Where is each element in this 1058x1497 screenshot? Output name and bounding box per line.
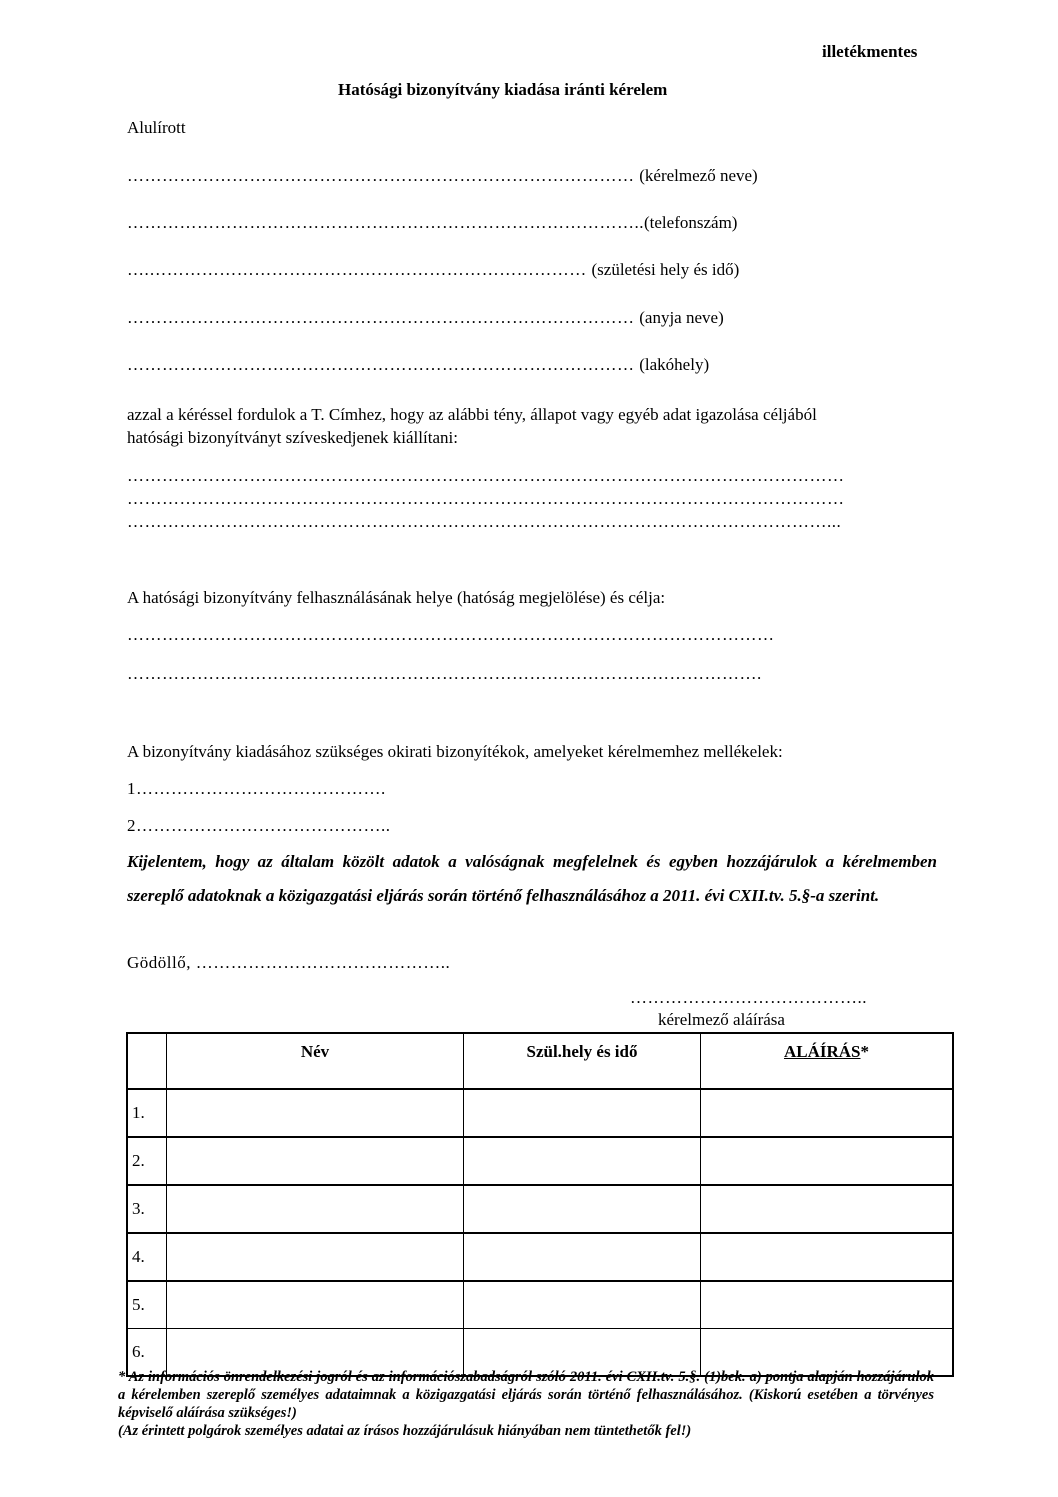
signature-line[interactable]: ………………………………….. bbox=[630, 988, 867, 1007]
field-label: (anyja neve) bbox=[639, 308, 724, 327]
birth-cell[interactable] bbox=[464, 1233, 701, 1281]
row-number: 2. bbox=[127, 1137, 167, 1185]
mother-name-field[interactable] bbox=[127, 308, 724, 328]
signature-cell[interactable] bbox=[701, 1233, 954, 1281]
signature-header-text: ALÁÍRÁS bbox=[783, 1042, 861, 1061]
row-number: 6. bbox=[127, 1329, 167, 1377]
document-title: Hatósági bizonyítvány kiadása iránti kérelem bbox=[338, 80, 668, 99]
fill-in-dots: …………………………………………………………………………… bbox=[127, 166, 640, 185]
applicant-name-field[interactable] bbox=[127, 166, 758, 186]
header-signature bbox=[701, 1033, 954, 1089]
fee-exempt-note: illetékmentes bbox=[822, 42, 918, 61]
residence-field[interactable] bbox=[127, 355, 709, 375]
fill-in-dots: ….………………………………………………………………… bbox=[127, 260, 592, 279]
table-row bbox=[127, 1137, 953, 1185]
phone-field[interactable] bbox=[127, 213, 737, 233]
fill-in-dots: …………………………………………………………………………… bbox=[127, 308, 640, 327]
request-text-line-2: hatósági bizonyítványt szíveskedjenek kiállítani: bbox=[127, 428, 458, 447]
field-label: (lakóhely) bbox=[639, 355, 710, 374]
request-blank-line[interactable]: …………………………………………………………………………………………………………… bbox=[127, 466, 845, 485]
persons-table bbox=[126, 1032, 954, 1377]
attachments-label: A bizonyítvány kiadásához szükséges okirati bizonyítékok, amelyeket kérelmemhez mellékelek: bbox=[127, 742, 783, 761]
name-cell[interactable] bbox=[167, 1233, 464, 1281]
row-number: 1. bbox=[127, 1089, 167, 1137]
row-number: 3. bbox=[127, 1185, 167, 1233]
attachment-item-2[interactable]: 2…………………………………….. bbox=[127, 816, 391, 835]
undersigned-label: Alulírott bbox=[127, 118, 186, 137]
table-row bbox=[127, 1185, 953, 1233]
signature-cell[interactable] bbox=[701, 1137, 954, 1185]
usage-label: A hatósági bizonyítvány felhasználásának helye (hatóság megjelölése) és célja: bbox=[127, 588, 666, 607]
request-blank-line[interactable]: …………………………………………………………………………………………………………… bbox=[127, 489, 845, 508]
birth-cell[interactable] bbox=[464, 1089, 701, 1137]
footnote-paragraph: * Az információs önrendelkezési jogról és az információszabadságról szóló 2011. évi CXII.tv. 5.§. (1)bek. a) pontja alapján hozzájárulok a kérelemben szereplő személyes adataimnak a közigazgatási eljárás során történő felhasználásához. (Kiskorú esetében a törvényes képviselő aláírása szükséges!) bbox=[118, 1369, 934, 1421]
birth-place-date-field[interactable] bbox=[127, 260, 739, 280]
attachment-item-1[interactable]: 1……………………………………. bbox=[127, 779, 386, 798]
header-number bbox=[127, 1033, 167, 1089]
footnote-note: (Az érintett polgárok személyes adatai az írásos hozzájárulásuk hiányában nem tüntethetők fel!) bbox=[118, 1423, 692, 1439]
signature-cell[interactable] bbox=[701, 1281, 954, 1329]
signature-cell[interactable] bbox=[701, 1089, 954, 1137]
usage-blank-line[interactable]: ………………………………………………………………………………………………. bbox=[127, 664, 762, 683]
birth-cell[interactable] bbox=[464, 1185, 701, 1233]
header-birth: Szül.hely és idő bbox=[464, 1033, 701, 1089]
table-row bbox=[127, 1233, 953, 1281]
name-cell[interactable] bbox=[167, 1137, 464, 1185]
name-cell[interactable] bbox=[167, 1185, 464, 1233]
birth-cell[interactable] bbox=[464, 1281, 701, 1329]
row-number: 4. bbox=[127, 1233, 167, 1281]
field-label: (kérelmező neve) bbox=[639, 166, 758, 185]
usage-blank-line[interactable]: ………………………………………………………………………………………………… bbox=[127, 625, 775, 644]
name-cell[interactable] bbox=[167, 1089, 464, 1137]
field-label: (születési hely és idő) bbox=[591, 260, 740, 279]
asterisk: * bbox=[860, 1042, 870, 1061]
fill-in-dots: …………………………………………………………………………….. bbox=[127, 213, 644, 232]
name-cell[interactable] bbox=[167, 1281, 464, 1329]
request-text-line-1: azzal a kéréssel fordulok a T. Címhez, hogy az alábbi tény, állapot vagy egyéb adat igazolása céljából bbox=[127, 405, 817, 424]
place-date-field[interactable]: Gödöllő, …………………………………….. bbox=[127, 953, 451, 972]
request-blank-line[interactable]: …………………………………………………………………………………………………………... bbox=[127, 512, 842, 531]
table-row bbox=[127, 1281, 953, 1329]
field-label: (telefonszám) bbox=[644, 213, 738, 232]
birth-cell[interactable] bbox=[464, 1137, 701, 1185]
fill-in-dots: …………………………………………………………………………… bbox=[127, 355, 640, 374]
header-name: Név bbox=[167, 1033, 464, 1089]
declaration-text: Kijelentem, hogy az általam közölt adatok a valóságnak megfelelnek és egyben hozzájárulok a kérelmemben szereplő adatoknak a közigazgatási eljárás során történő felhasználásához a 2011. évi CXII.tv. 5.§-a szerint. bbox=[127, 852, 937, 905]
row-number: 5. bbox=[127, 1281, 167, 1329]
signature-cell[interactable] bbox=[701, 1185, 954, 1233]
table-header-row bbox=[127, 1033, 953, 1089]
table-row bbox=[127, 1089, 953, 1137]
signature-label: kérelmező aláírása bbox=[658, 1010, 785, 1029]
